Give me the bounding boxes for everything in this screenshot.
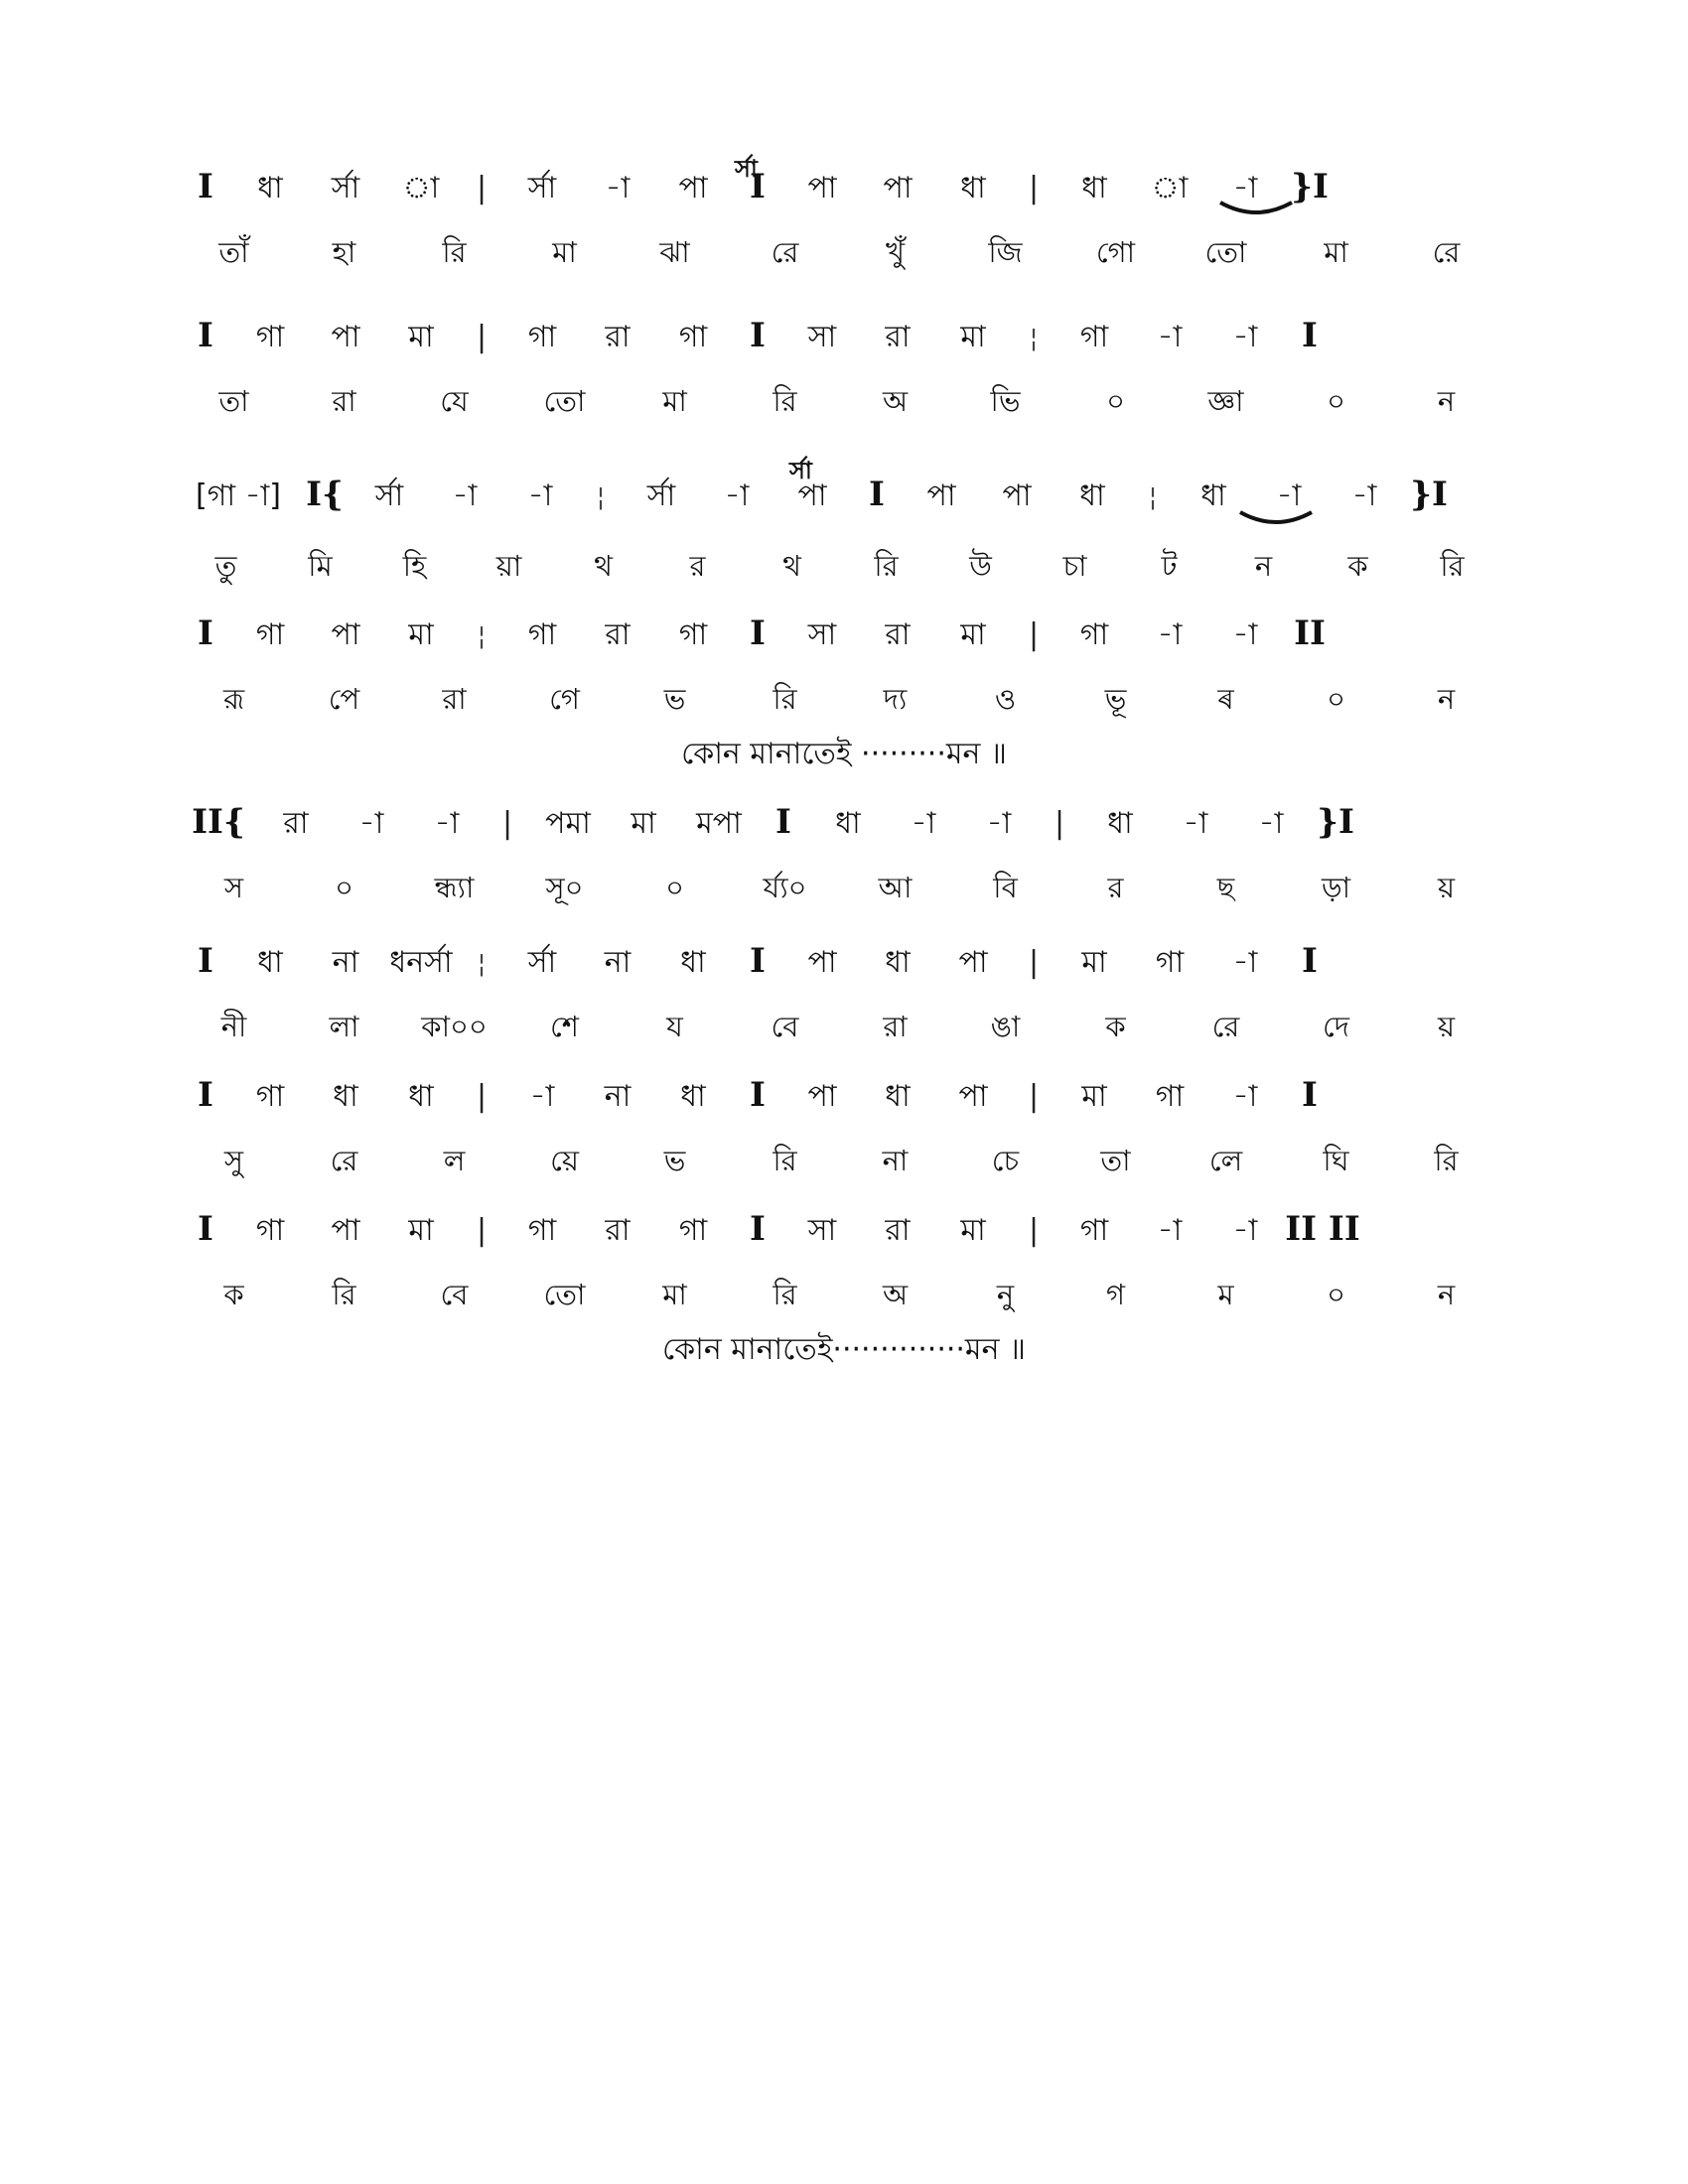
lyric-syllable: থ	[594, 549, 613, 583]
note: ধা	[257, 171, 283, 205]
note: র্সা	[331, 171, 360, 205]
notes-row-8	[179, 1201, 1509, 1257]
lyric-syllable: ছ	[1216, 871, 1235, 904]
note: গা	[1079, 1213, 1109, 1248]
note: পা	[331, 1213, 360, 1248]
notes-row-6	[179, 933, 1509, 989]
bar-separator: ¦	[477, 949, 487, 979]
stanza-line-8	[179, 1201, 1509, 1322]
lyrics-row-8	[179, 1267, 1509, 1322]
note: পা	[958, 1079, 988, 1114]
slur-mark-3	[1236, 508, 1316, 532]
note: -া	[1232, 1213, 1258, 1248]
bar-separator: |	[1028, 1213, 1040, 1248]
lyric-syllable: রি	[1434, 1144, 1459, 1177]
lyric-syllable: জি	[988, 235, 1023, 269]
note: র্সা	[646, 478, 676, 513]
note: গা	[1079, 617, 1109, 652]
note: মা	[408, 320, 434, 354]
lyric-syllable: তা	[1100, 1144, 1131, 1177]
bar-line: I	[198, 941, 213, 981]
lyric-syllable: চা	[1062, 549, 1087, 583]
lyric-syllable: ভ	[663, 682, 686, 716]
lyric-syllable: ন	[1437, 1278, 1456, 1311]
note: ধা	[408, 1079, 434, 1114]
lyric-syllable: ০	[1327, 682, 1345, 716]
note: পা	[926, 478, 956, 513]
lyric-syllable: ভি	[990, 384, 1021, 418]
note: -া	[1183, 806, 1208, 841]
bar-line: I	[750, 1075, 766, 1115]
notes-row-2	[179, 308, 1509, 363]
lyric-syllable: থ	[782, 549, 801, 583]
note: পা	[678, 171, 708, 205]
note: পা	[1002, 478, 1032, 513]
lyric-syllable: মি	[308, 549, 333, 583]
lyric-syllable: ও	[994, 682, 1017, 716]
lyric-syllable: ক	[1105, 1010, 1126, 1043]
stanza-line-5	[179, 794, 1509, 915]
lyric-syllable: স	[223, 871, 244, 904]
note: গা	[678, 1213, 708, 1248]
note: -া	[1232, 1079, 1258, 1114]
bar-line: I	[198, 1075, 213, 1115]
stanza-line-6	[179, 933, 1509, 1054]
lyric-syllable: নী	[220, 1010, 247, 1043]
note: -া	[1157, 1213, 1183, 1248]
note: গা	[527, 320, 557, 354]
lyric-syllable: তো	[1204, 235, 1247, 269]
notes-row-4	[179, 606, 1509, 661]
stanza-line-2	[179, 308, 1509, 429]
note: রা	[605, 617, 631, 652]
note: পমা	[545, 806, 591, 841]
refrain-line-1: কোন মানাতেই ·········মন ॥	[681, 737, 1007, 771]
bar-line: II	[1294, 614, 1326, 653]
lyric-syllable: বে	[440, 1278, 469, 1311]
lyric-syllable: নু	[996, 1278, 1015, 1311]
note: ধা	[257, 945, 283, 980]
note: -া	[1351, 478, 1377, 513]
notes-row-1	[179, 159, 1509, 214]
bar-line: I	[750, 614, 766, 653]
lyric-syllable: রি	[442, 235, 467, 269]
lyric-syllable: চে	[991, 1144, 1020, 1177]
note: -া	[1258, 806, 1284, 841]
lyric-syllable: ন	[1437, 384, 1456, 418]
note: পা	[807, 945, 837, 980]
lyric-syllable: মা	[662, 1278, 687, 1311]
note: -া	[527, 478, 553, 513]
note: সা	[807, 1213, 837, 1248]
lyric-syllable: কা০০	[421, 1010, 488, 1043]
note: পা	[883, 171, 913, 205]
lyric-syllable: আ	[878, 871, 913, 904]
bar-line: I	[198, 1209, 213, 1249]
lyric-syllable: রি	[874, 549, 899, 583]
grace-note-3: র্সা	[789, 457, 812, 484]
lyric-syllable: রি	[773, 682, 797, 716]
bar-separator: ¦	[477, 621, 487, 651]
bar-line: I	[775, 802, 791, 842]
lyric-syllable: তু	[214, 549, 237, 583]
bar-separator: ¦	[1029, 324, 1039, 353]
lyric-syllable: র	[689, 549, 706, 583]
lyric-syllable: জ্ঞা	[1207, 384, 1244, 418]
note: ধা	[680, 945, 706, 980]
bar-separator: |	[1028, 945, 1040, 980]
lyric-syllable: দ্য	[883, 682, 908, 716]
lyric-syllable: ৰ	[1217, 682, 1234, 716]
note: না	[332, 945, 359, 980]
note: মা	[960, 1213, 986, 1248]
bar-line: }I	[1291, 167, 1329, 206]
bar-line: I	[198, 614, 213, 653]
note: মপা	[696, 806, 742, 841]
lyric-syllable: লা	[329, 1010, 359, 1043]
note: র্সা	[374, 478, 404, 513]
note: রা	[885, 1213, 911, 1248]
note: -া	[911, 806, 936, 841]
lyric-syllable: দে	[1322, 1010, 1349, 1043]
lyric-syllable: পে	[328, 682, 360, 716]
note: -া	[1232, 320, 1258, 354]
lyric-syllable: ক	[223, 1278, 244, 1311]
note: ধা	[1107, 806, 1133, 841]
note: মা	[631, 806, 656, 841]
note: ধা	[885, 945, 911, 980]
note: ধা	[680, 1079, 706, 1114]
note: -া	[358, 806, 384, 841]
lyric-syllable: মা	[662, 384, 687, 418]
note: পা	[331, 617, 360, 652]
note: গা	[1155, 945, 1185, 980]
lyric-syllable: ০	[1106, 384, 1125, 418]
note: সা	[807, 617, 837, 652]
bar-line: I	[198, 167, 213, 206]
note: -া	[986, 806, 1012, 841]
stanza-line-4	[179, 606, 1509, 727]
note: -া	[529, 1079, 555, 1114]
bar-line: I	[750, 167, 766, 206]
bar-line: }I	[1317, 802, 1354, 842]
note: মা	[408, 1213, 434, 1248]
lyric-syllable: তো	[543, 384, 586, 418]
note: গা	[527, 1213, 557, 1248]
note: গা	[255, 1213, 285, 1248]
refrain-line-2: কোন মানাতেই··············মন ॥	[661, 1332, 1026, 1367]
stanza-line-3	[179, 457, 1509, 594]
lyric-syllable: তো	[543, 1278, 586, 1311]
note: পা	[807, 1079, 837, 1114]
bar-line: I	[1302, 1075, 1318, 1115]
note: -া	[724, 478, 750, 513]
note: পা	[807, 171, 837, 205]
note: ধা	[835, 806, 861, 841]
bar-line: }I	[1410, 475, 1448, 514]
note: মা	[1081, 1079, 1107, 1114]
note: র্সা	[527, 171, 557, 205]
note: রা	[283, 806, 309, 841]
note: ধা	[1079, 478, 1105, 513]
lyric-syllable: রি	[773, 1278, 797, 1311]
lyric-syllable: ০	[1327, 1278, 1345, 1311]
lyric-syllable: ল	[443, 1144, 466, 1177]
note: মা	[960, 320, 986, 354]
note: -া	[452, 478, 478, 513]
lyric-syllable: তাঁ	[218, 235, 249, 269]
notes-row-7	[179, 1067, 1509, 1123]
lyric-syllable: ন্ধ্যা	[434, 871, 475, 904]
lyric-syllable: রে	[330, 1144, 358, 1177]
lyric-syllable: র	[1107, 871, 1124, 904]
bar-line: I	[750, 1209, 766, 1249]
bar-line: I	[750, 316, 766, 355]
bar-separator: |	[1028, 617, 1040, 652]
bar-separator: |	[476, 320, 488, 354]
note: সা	[807, 320, 837, 354]
bar-separator: |	[1028, 171, 1040, 205]
lyric-syllable: সু	[223, 1144, 244, 1177]
bar-separator: |	[476, 171, 488, 205]
note: -া	[1232, 171, 1258, 205]
note: গা	[1155, 1079, 1185, 1114]
bar-separator: |	[1054, 806, 1065, 841]
lyrics-row-4	[179, 671, 1509, 727]
lyric-syllable: না	[882, 1144, 909, 1177]
note: া	[402, 171, 440, 205]
lyric-syllable: মা	[1324, 235, 1348, 269]
note: গা	[678, 617, 708, 652]
note: গা	[1079, 320, 1109, 354]
lyric-syllable: রি	[332, 1278, 356, 1311]
note: পা	[331, 320, 360, 354]
note: গা	[527, 617, 557, 652]
note: গা	[678, 320, 708, 354]
slur-mark-1	[1216, 199, 1296, 222]
note: না	[604, 1079, 632, 1114]
stanza-line-7	[179, 1067, 1509, 1188]
lyric-syllable: বি	[993, 871, 1018, 904]
lyric-syllable: রা	[442, 682, 467, 716]
lyric-syllable: ন	[1437, 682, 1456, 716]
lyrics-row-5	[179, 860, 1509, 915]
lyric-syllable: ০	[665, 871, 684, 904]
bar-line: II II	[1285, 1209, 1360, 1249]
note: গা	[255, 617, 285, 652]
lyric-syllable: ক	[1347, 549, 1368, 583]
lyric-syllable: ন	[1254, 549, 1273, 583]
note: -া	[1276, 478, 1302, 513]
note: পা	[797, 478, 827, 513]
note: র্সা	[527, 945, 557, 980]
note: মা	[960, 617, 986, 652]
lyric-syllable: রা	[883, 1010, 908, 1043]
lyric-syllable: তা	[218, 384, 249, 418]
lyric-syllable: লে	[1208, 1144, 1243, 1177]
note: -া	[1157, 617, 1183, 652]
lyric-syllable: ঝা	[659, 235, 690, 269]
lyric-syllable: খুঁ	[885, 235, 906, 269]
note: মা	[1081, 945, 1107, 980]
lyrics-row-2	[179, 373, 1509, 429]
bar-separator: |	[476, 1213, 488, 1248]
lyric-syllable: হি	[402, 549, 427, 583]
bar-separator: ¦	[1148, 482, 1158, 512]
lyric-syllable: র্য্য০	[763, 871, 807, 904]
lyric-syllable: শে	[550, 1010, 579, 1043]
note-bracket: [গা -া]	[195, 478, 281, 513]
bar-separator: |	[501, 806, 513, 841]
lyric-syllable: রে	[1432, 235, 1461, 269]
note: -া	[605, 171, 631, 205]
note: রা	[605, 1213, 631, 1248]
note: ধা	[885, 1079, 911, 1114]
lyric-syllable: বে	[771, 1010, 799, 1043]
lyric-syllable: ম	[1217, 1278, 1234, 1311]
lyric-syllable: য়	[1437, 1010, 1456, 1043]
lyrics-row-3	[179, 538, 1509, 594]
lyric-syllable: ঘি	[1323, 1144, 1349, 1177]
note: না	[604, 945, 632, 980]
lyrics-row-6	[179, 999, 1509, 1054]
lyric-syllable: ড়া	[1321, 871, 1351, 904]
lyric-syllable: সূ০	[545, 871, 584, 904]
bar-line: I	[869, 475, 885, 514]
notes-row-5	[179, 794, 1509, 850]
lyric-syllable: য়ে	[550, 1144, 579, 1177]
lyric-syllable: মা	[552, 235, 577, 269]
lyric-syllable: য	[666, 1010, 683, 1043]
lyric-syllable: ঙা	[990, 1010, 1021, 1043]
lyrics-row-7	[179, 1133, 1509, 1188]
lyric-syllable: ভূ	[1104, 682, 1127, 716]
note: ধা	[1081, 171, 1107, 205]
lyric-syllable: রি	[773, 384, 797, 418]
note: রা	[885, 617, 911, 652]
bar-line: I	[1302, 941, 1318, 981]
note: া	[1151, 171, 1189, 205]
bar-line: I	[750, 941, 766, 981]
note: -া	[434, 806, 460, 841]
grace-note-1: র্সা	[735, 155, 758, 183]
lyric-syllable: রা	[332, 384, 356, 418]
note: ধা	[960, 171, 986, 205]
lyric-syllable: ০	[1327, 384, 1345, 418]
bar-line: I{	[306, 475, 344, 514]
note: -া	[1232, 945, 1258, 980]
lyric-syllable: উ	[969, 549, 992, 583]
note: -া	[1232, 617, 1258, 652]
bar-line: I	[1302, 316, 1318, 355]
lyric-syllable: রে	[771, 235, 799, 269]
lyric-syllable: অ	[882, 384, 909, 418]
note: পা	[958, 945, 988, 980]
lyric-syllable: ০	[335, 871, 353, 904]
note: গা	[255, 1079, 285, 1114]
lyric-syllable: রি	[773, 1144, 797, 1177]
bar-separator: |	[1028, 1079, 1040, 1114]
lyric-syllable: হা	[332, 235, 356, 269]
lyric-syllable: গে	[549, 682, 580, 716]
note: ধা	[333, 1079, 358, 1114]
note: রা	[605, 320, 631, 354]
note: ধা	[1200, 478, 1226, 513]
lyric-syllable: য়	[1437, 871, 1456, 904]
lyric-syllable: রে	[1211, 1010, 1240, 1043]
bar-line: I	[198, 316, 213, 355]
bar-line: II{	[192, 802, 245, 842]
lyric-syllable: যে	[440, 384, 469, 418]
note: -া	[1157, 320, 1183, 354]
lyric-syllable: গো	[1095, 235, 1136, 269]
note: রা	[885, 320, 911, 354]
lyric-syllable: অ	[882, 1278, 909, 1311]
note: গা	[255, 320, 285, 354]
bar-separator: ¦	[596, 482, 606, 512]
note: ধনর্সা	[389, 945, 453, 980]
lyric-syllable: রূ	[222, 682, 245, 716]
note: মা	[408, 617, 434, 652]
lyrics-row-1	[179, 224, 1509, 280]
bar-separator: |	[476, 1079, 488, 1114]
lyric-syllable: রি	[1440, 549, 1465, 583]
stanza-line-1	[179, 155, 1509, 280]
lyric-syllable: ভ	[663, 1144, 686, 1177]
lyric-syllable: গ	[1105, 1278, 1125, 1311]
lyric-syllable: ট	[1161, 549, 1178, 583]
lyric-syllable: য়া	[495, 549, 522, 583]
